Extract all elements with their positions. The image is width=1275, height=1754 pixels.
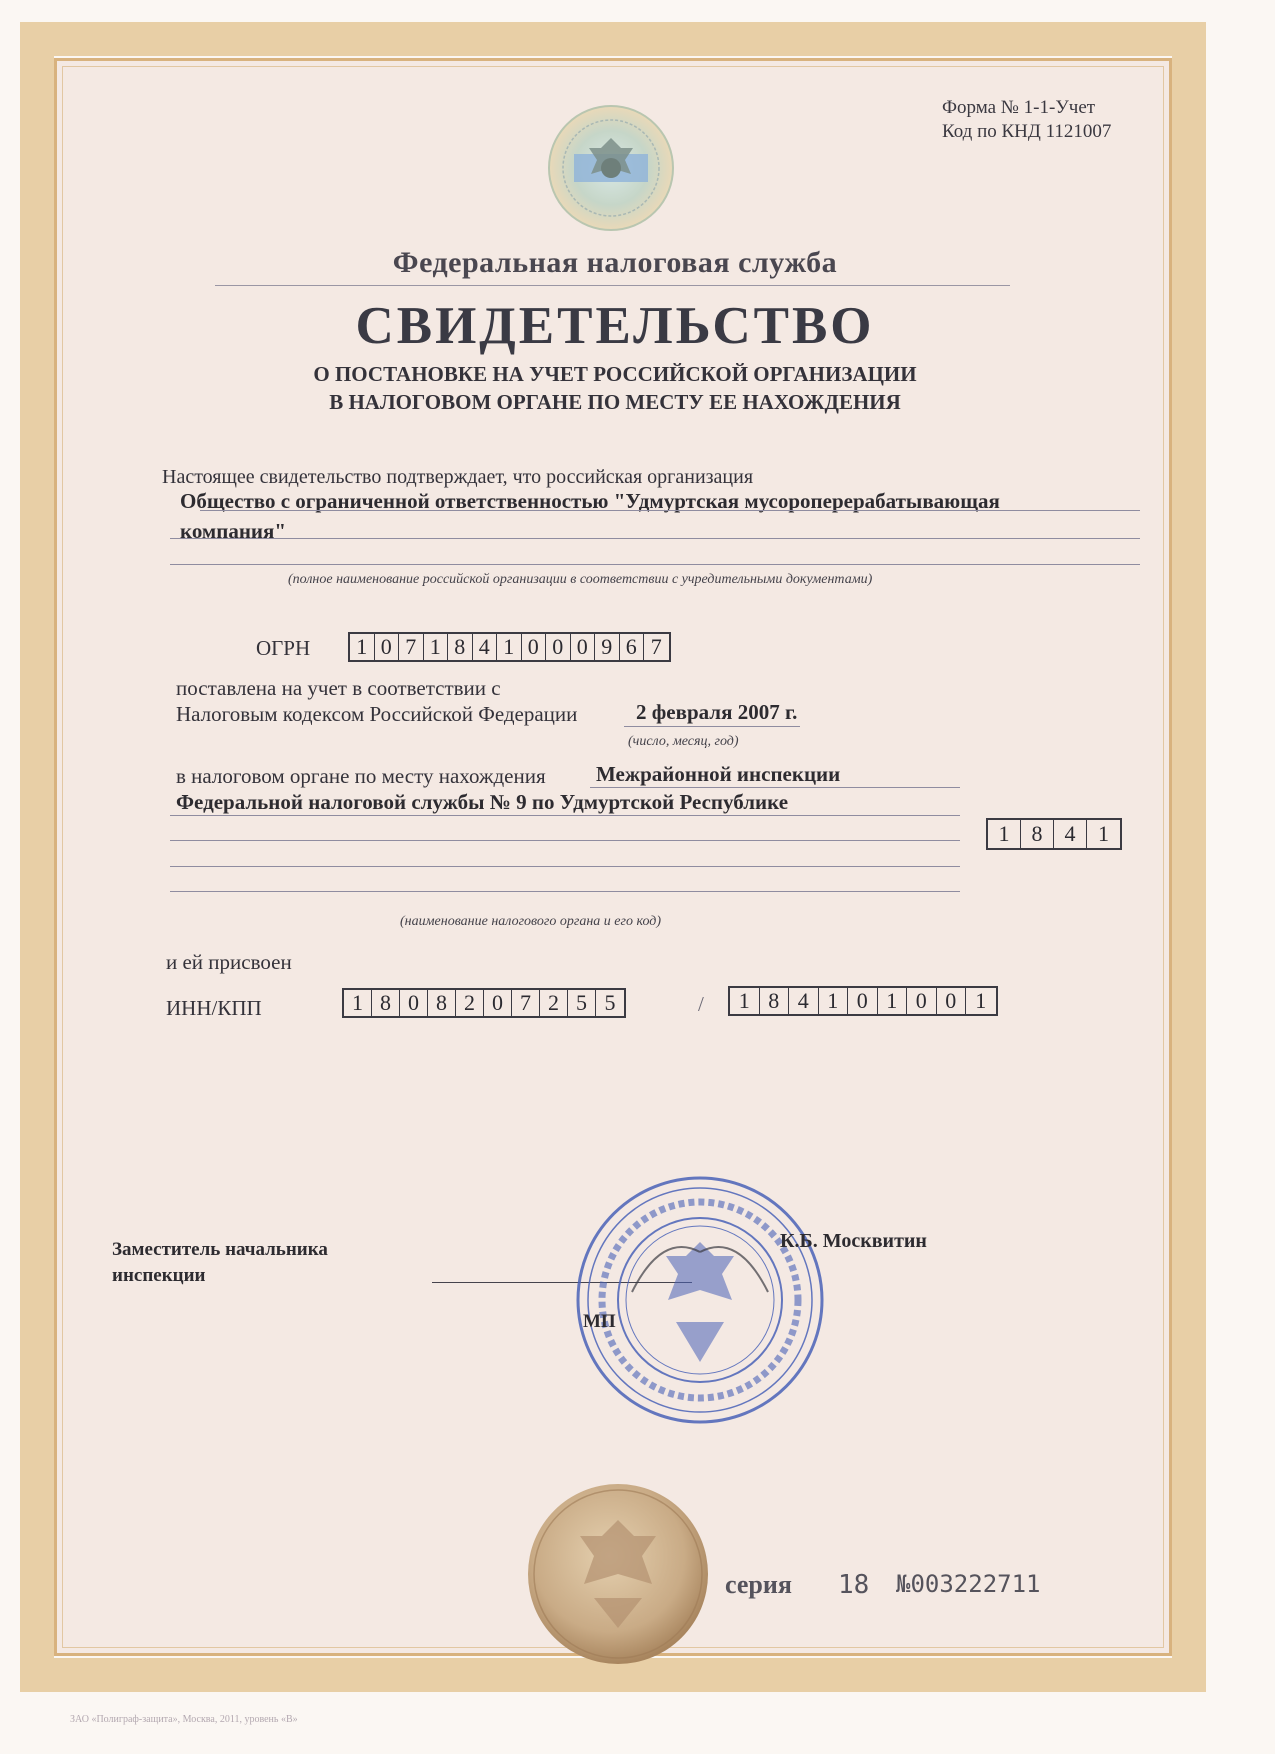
organization-name-line2: компания" [180,519,287,543]
digit-box: 8 [428,990,456,1016]
org-name-underline-2 [170,538,1140,539]
digit-box: 1 [988,820,1021,848]
digit-box: 8 [760,988,790,1014]
subtitle-line1: О ПОСТАНОВКЕ НА УЧЕТ РОССИЙСКОЙ ОРГАНИЗАЦИИ [313,362,917,386]
digit-box: 0 [522,634,547,660]
document-title: СВИДЕТЕЛЬСТВО [355,297,875,355]
digit-box: 1 [975,988,987,1013]
digit-box: 0 [400,990,428,1016]
signatory-name: К.Б. Москвитин [780,1230,927,1252]
tax-office-label: в налоговом органе по месту нахождения [176,764,546,788]
digit-box: 0 [484,990,512,1016]
digit-box: 4 [789,988,819,1014]
digit-box: 2 [456,990,484,1016]
organization-name [180,486,1100,546]
signatory-title [112,1237,328,1289]
digit-box: 6 [620,634,645,660]
official-stamp-icon [572,1172,828,1428]
digit-box: 0 [546,634,571,660]
tax-office-underline-1 [590,787,960,788]
printer-imprint: ЗАО «Полиграф-защита», Москва, 2011, уровень «В» [70,1714,298,1725]
inn-kpp-separator: / [698,992,704,1016]
registration-text-line1: поставлена на учет в соответствии с [176,676,501,700]
digit-box: 5 [568,990,596,1016]
org-name-underline-3 [170,564,1140,565]
digit-box: 0 [907,988,937,1014]
digit-box: 0 [848,988,878,1014]
tax-office-underline-4 [170,866,960,867]
tax-office-name-line1: Межрайонной инспекции [596,762,841,786]
ogrn-digit-boxes [348,632,671,662]
digit-box: 1 [344,990,372,1016]
signatory-title-line2: инспекции [112,1265,206,1286]
kpp-digit-boxes [728,986,998,1016]
tax-office-caption: (наименование налогового органа и его код) [400,914,662,929]
ogrn-label: ОГРН [256,636,311,660]
gold-seal-icon [524,1480,712,1668]
serial-label: серия [725,1570,792,1599]
tax-office-code-boxes [986,818,1122,850]
digit-box: 7 [399,634,424,660]
organization-name-line1: Общество с ограниченной ответственностью "Удмуртская мусороперерабатывающая [180,489,1000,513]
tax-office-underline-5 [170,891,960,892]
org-name-caption: (полное наименование российской организации в соответствии с учредительными документами) [288,572,873,587]
digit-box: 9 [595,634,620,660]
digit-box: 4 [1054,820,1087,848]
digit-box: 4 [473,634,498,660]
digit-box: 7 [650,634,662,659]
header-rule [215,285,1010,286]
serial-series: 18 [838,1570,870,1600]
subtitle-line2: В НАЛОГОВОМ ОРГАНЕ ПО МЕСТУ ЕЕ НАХОЖДЕНИЯ [329,390,901,414]
digit-box: 2 [540,990,568,1016]
digit-box: 5 [604,990,616,1015]
inn-digit-boxes [342,988,626,1018]
digit-box: 0 [571,634,596,660]
assignment-text: и ей присвоен [166,950,292,974]
digit-box: 1 [878,988,908,1014]
confirm-text: Настоящее свидетельство подтверждает, что российская организация [162,466,754,488]
document-subtitle [0,360,1230,416]
signatory-title-line1: Заместитель начальника [112,1239,328,1260]
digit-box: 0 [937,988,967,1014]
org-name-underline-1 [200,510,1140,511]
tax-office-underline-2 [170,815,960,816]
digit-box: 8 [1021,820,1054,848]
digit-box: 1 [730,988,760,1014]
digit-box: 8 [448,634,473,660]
digit-box: 1 [819,988,849,1014]
agency-name: Федеральная налоговая служба [392,246,838,279]
registration-text-line2: Налоговым кодексом Российской Федерации [176,702,578,726]
digit-box: 1 [497,634,522,660]
inn-kpp-label: ИНН/КПП [166,996,262,1020]
hologram-emblem-icon [544,104,678,232]
registration-date-underline [624,726,800,727]
form-number-block [942,96,1111,144]
number-sign: № [896,1570,911,1598]
serial-number-value: 003222711 [910,1570,1041,1598]
registration-date: 2 февраля 2007 г. [636,700,798,724]
stamp-place-label: МП [583,1311,616,1332]
digit-box: 7 [512,990,540,1016]
digit-box: 1 [424,634,449,660]
digit-box: 1 [350,634,375,660]
digit-box: 8 [372,990,400,1016]
tax-office-underline-3 [170,840,960,841]
form-number: Форма № 1-1-Учет [942,97,1096,118]
digit-box: 0 [375,634,400,660]
knd-code: Код по КНД 1121007 [942,121,1112,142]
serial-number [896,1570,1041,1598]
registration-date-caption: (число, месяц, год) [628,734,739,749]
digit-box: 1 [1098,821,1109,846]
tax-office-name-line2: Федеральной налоговой службы № 9 по Удмуртской Республике [176,790,789,814]
